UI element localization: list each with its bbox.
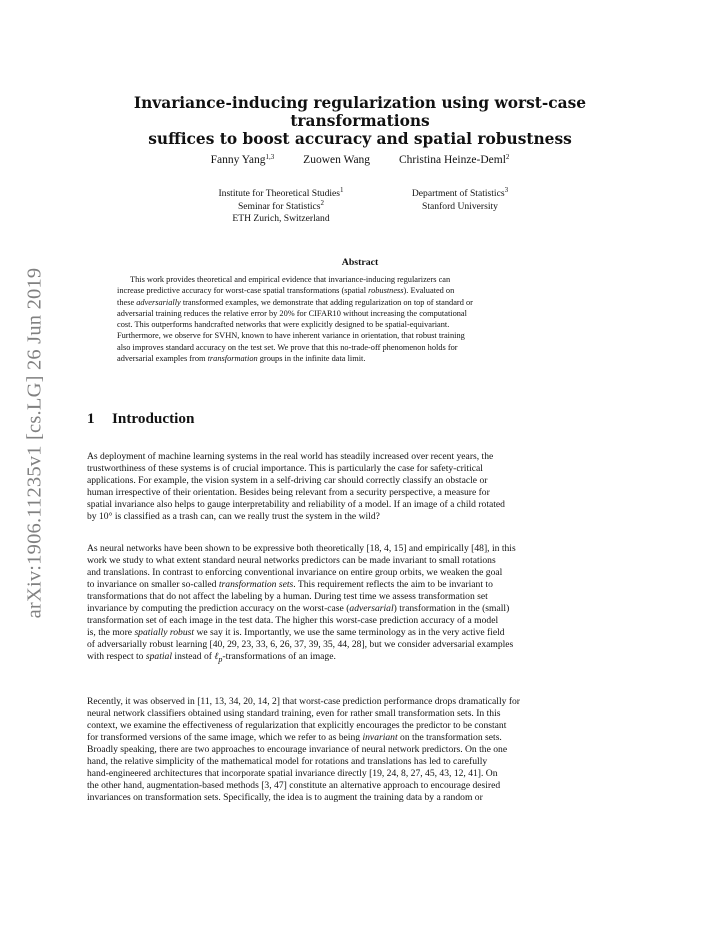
text-line: cost. This outperforms handcrafted networks that were explicitly designed to be spatial-equivariant.: [117, 320, 450, 330]
text-line: As neural networks have been shown to be expressive both theoretically [18, 4, 15] and empirically [48], in this: [87, 543, 516, 554]
intro-paragraph-1: [87, 451, 635, 523]
arxiv-stamp-text: arXiv:1906.11235v1 [cs.LG] 26 Jun 2019: [23, 267, 46, 618]
title-line: Invariance-inducing regularization using worst-case transformations: [133, 94, 587, 130]
author-name: Christina Heinze-Deml: [398, 154, 506, 166]
author-name: Fanny Yang: [210, 154, 266, 166]
text-line: neural network classifiers obtained using standard training, even for rather small transformation sets. In this: [87, 707, 501, 719]
intro-paragraph-2: [87, 543, 635, 665]
text-line: transformations that do not affect the labeling by a human. During test time we assess transformation set: [87, 590, 488, 602]
text-line: the other hand, augmentation-based methods [3, 47] constitute an alternative approach to encourage desired: [87, 779, 501, 791]
affiliation-mark: 1: [340, 186, 344, 194]
text-line: adversarial training reduces the relative error by 20% for CIFAR10 without increasing the computational: [117, 308, 467, 318]
author: [211, 154, 275, 166]
text-line: with respect to spatial instead of ℓ$_p$-transformations of an image.: [87, 650, 336, 664]
text-line: trustworthiness of these systems is of crucial importance. This is particularly the case for safety-critical: [87, 462, 483, 474]
text-line: This work provides theoretical and empirical evidence that invariance-inducing regularizers can: [130, 275, 451, 284]
text-line: to invariance on smaller so-called transformation sets. This requirement reflects the aim to be invariant to: [87, 578, 493, 590]
text-line: context, we examine the effectiveness of regularization that explicitly encourages the predictor to be constant: [87, 719, 507, 731]
text-line: is, the more spatially robust we say it is. Importantly, we use the same terminology as in the very active field: [87, 626, 505, 638]
text-line: Broadly speaking, there are two approaches to encourage invariance of neural network predictors. On the one: [87, 743, 508, 755]
text-line: increase predictive accuracy for worst-case spatial transformations (spatial robustness). Evaluated on: [117, 286, 455, 296]
text-line: human irrespective of their orientation. Besides being relevant from a security perspective, a measure for: [87, 486, 490, 498]
affiliation-line: [176, 213, 386, 226]
text-line: of adversarially robust learning [40, 29, 23, 33, 6, 26, 37, 39, 35, 44, 28], but we consider adversarial examples: [87, 638, 514, 650]
text-line: Furthermore, we observe for SVHN, known to have inherent variance in orientation, that robust training: [117, 331, 465, 341]
affiliation-text: Department of Statistics: [411, 188, 505, 199]
affiliation-text: Institute for Theoretical Studies: [218, 188, 341, 199]
text-line: by 10° is classified as a trash can, can we really trust the system in the wild?: [87, 510, 380, 522]
text-line: work we study to what extent standard neural networks predictors can be made invariant to small rotations: [87, 554, 496, 566]
affiliations-stanford: [372, 188, 548, 213]
author-name: Zuowen Wang: [303, 154, 371, 166]
text-line: also improves standard accuracy on the test set. We prove that this no-trade-off phenomenon holds for: [117, 342, 458, 352]
affiliation-line: [372, 188, 548, 201]
text-line: applications. For example, the vision system in a self-driving car should correctly classify an obstacle or: [87, 474, 488, 486]
text-line: these adversarially transformed examples, we demonstrate that adding regularization on top of standard or: [117, 297, 473, 307]
arxiv-stamp: [20, 255, 50, 630]
paper-title: [70, 94, 650, 148]
text-line: invariances on transformation sets. Specifically, the idea is to augment the training data by a random or: [87, 791, 483, 803]
affiliations-eth: [176, 188, 386, 226]
author-affiliation-mark: 2: [505, 153, 510, 161]
text-line: transformation set of each image in the test data. The higher this worst-case prediction accuracy of a model: [87, 614, 499, 626]
author-list: [90, 154, 630, 166]
text-line: hand, the relative simplicity of the mathematical model for rotations and translations has led to carefully: [87, 755, 488, 767]
affiliation-line: [176, 188, 386, 201]
section-heading: [87, 410, 194, 428]
affiliation-text: ETH Zurich, Switzerland: [232, 213, 330, 224]
section-number: 1: [87, 410, 95, 427]
text-line: hand-engineered architectures that incorporate spatial invariance directly [19, 24, 8, 27, 45, 43, 12, 41]. On: [87, 767, 498, 779]
text-line: adversarial examples from transformation groups in the infinite data limit.: [117, 354, 366, 364]
intro-paragraph-3: [87, 696, 635, 804]
text-line: spatial invariance also helps to gauge interpretability and reliability of a model. If an image of a child rotated: [87, 498, 505, 510]
affiliation-mark: 2: [320, 198, 325, 207]
affiliation-line: [372, 201, 548, 214]
text-line: Recently, it was observed in [11, 13, 34, 20, 14, 2] that worst-case prediction performance drops dramatically for: [87, 696, 521, 707]
affiliation-mark: 3: [504, 186, 509, 194]
text-line: and translations. In contrast to enforcing conventional invariance on entire group orbits, we weaken the goal: [87, 566, 503, 578]
title-line: suffices to boost accuracy and spatial robustness: [148, 130, 572, 148]
affiliation-text: Stanford University: [422, 200, 498, 212]
text-line: As deployment of machine learning systems in the real world has steadily increased over recent years, the: [87, 451, 494, 462]
section-title: Introduction: [112, 410, 195, 427]
text-line: invariance by computing the prediction accuracy on the worst-case (adversarial) transformation in the (small): [87, 602, 510, 614]
author: [399, 154, 509, 166]
text-line: for transformed versions of the same image, which we refer to as being invariant on the transformation sets.: [87, 731, 502, 743]
affiliation-line: [176, 198, 386, 214]
affiliation-text: Seminar for Statistics: [237, 200, 321, 212]
abstract-body: [117, 274, 605, 364]
author-affiliation-mark: 1,3: [265, 153, 275, 161]
author: [303, 154, 370, 166]
abstract-heading: Abstract: [341, 257, 379, 268]
